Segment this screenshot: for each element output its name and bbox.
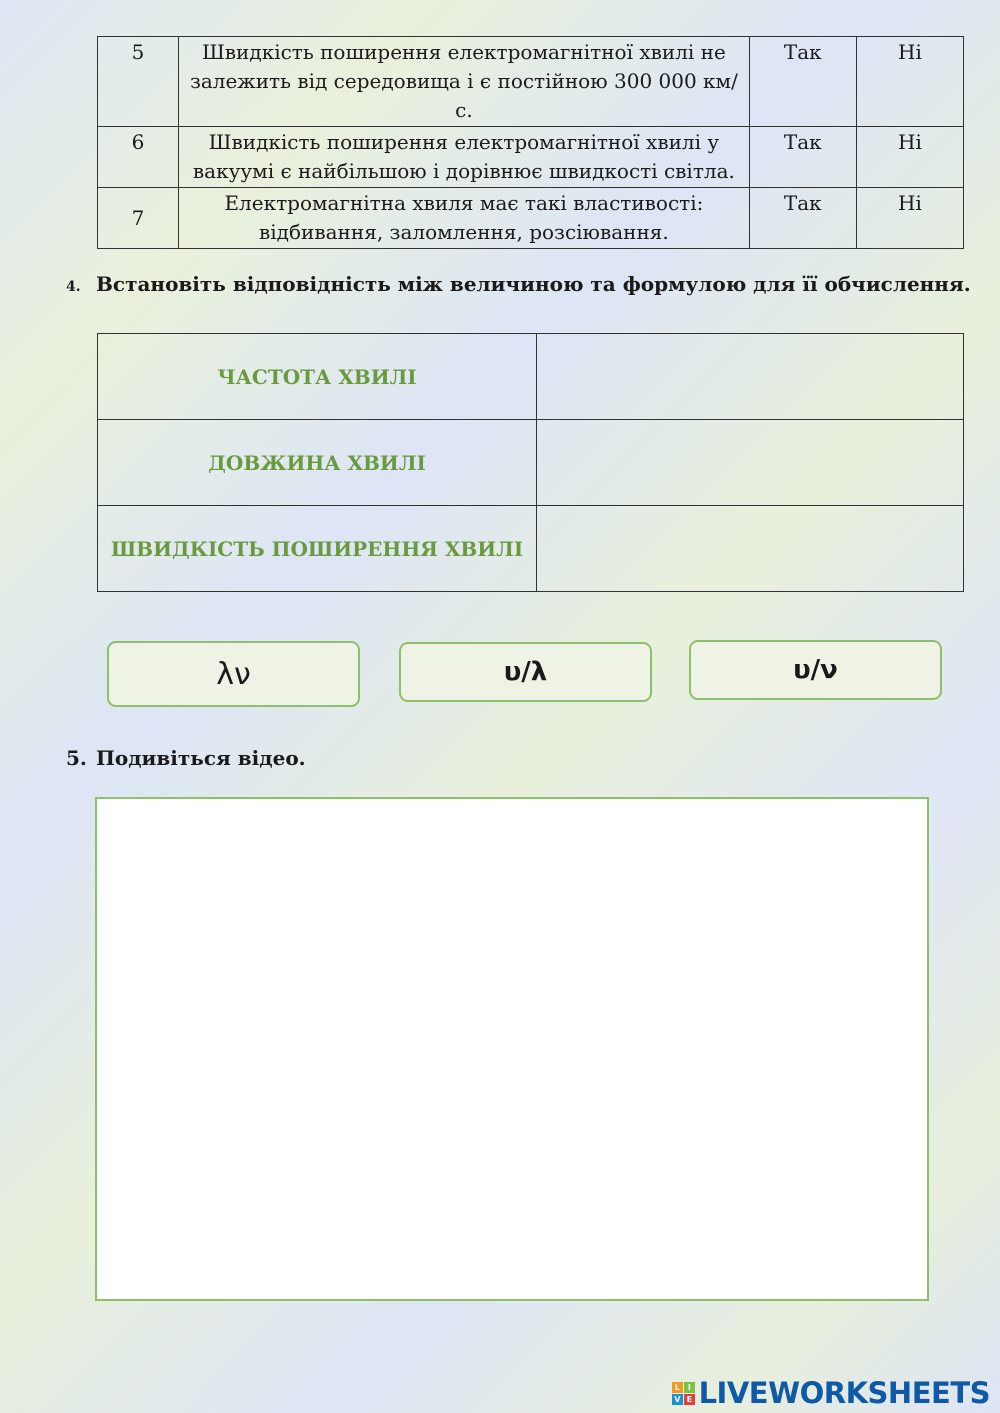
drop-target[interactable] xyxy=(537,420,964,506)
question-4-heading xyxy=(66,272,971,296)
question-text: Встановіть відповідність між величиною та формулою для її обчислення. xyxy=(96,272,971,296)
drop-target[interactable] xyxy=(537,334,964,420)
formula-chip[interactable]: υ/λ xyxy=(399,642,652,702)
logo-letter: I xyxy=(684,1382,695,1393)
matching-table xyxy=(97,333,964,592)
formula-chip[interactable]: υ/ν xyxy=(689,640,942,700)
table-row xyxy=(98,506,964,592)
question-text: Подивіться відео. xyxy=(96,746,306,770)
brand-name: LIVEWORKSHEETS xyxy=(698,1376,990,1410)
video-player[interactable] xyxy=(95,797,929,1301)
answer-yes-option[interactable]: Так xyxy=(749,37,856,127)
question-number: 5. xyxy=(66,746,87,770)
row-number: 7 xyxy=(98,188,179,249)
answer-no-option[interactable]: Ні xyxy=(856,127,963,188)
table-row xyxy=(98,127,964,188)
statement-text: Швидкість поширення електромагнітної хвилі у вакуумі є найбільшою і дорівнює швидкості світла. xyxy=(179,127,750,188)
answer-yes-option[interactable]: Так xyxy=(749,127,856,188)
liveworksheets-logo[interactable] xyxy=(672,1376,990,1410)
live-logo-icon xyxy=(672,1382,695,1405)
answer-yes-option[interactable]: Так xyxy=(749,188,856,249)
statement-text: Електромагнітна хвиля має такі властивості: відбивання, заломлення, розсіювання. xyxy=(179,188,750,249)
formula-chip[interactable]: λν xyxy=(107,641,360,707)
row-number: 5 xyxy=(98,37,179,127)
drop-target[interactable] xyxy=(537,506,964,592)
logo-letter: E xyxy=(684,1394,695,1405)
statement-text: Швидкість поширення електромагнітної хвилі не залежить від середовища і є постійною 300 000 км/с. xyxy=(179,37,750,127)
table-row xyxy=(98,37,964,127)
table-row xyxy=(98,420,964,506)
logo-letter: L xyxy=(672,1382,683,1393)
quantity-label: ЧАСТОТА ХВИЛІ xyxy=(98,334,537,420)
true-false-table xyxy=(97,36,964,249)
row-number: 6 xyxy=(98,127,179,188)
question-5-heading xyxy=(66,746,306,770)
answer-no-option[interactable]: Ні xyxy=(856,188,963,249)
logo-letter: V xyxy=(672,1394,683,1405)
quantity-label: ДОВЖИНА ХВИЛІ xyxy=(98,420,537,506)
table-row xyxy=(98,188,964,249)
table-row xyxy=(98,334,964,420)
quantity-label: ШВИДКІСТЬ ПОШИРЕННЯ ХВИЛІ xyxy=(98,506,537,592)
answer-no-option[interactable]: Ні xyxy=(856,37,963,127)
question-number: 4. xyxy=(66,279,81,295)
